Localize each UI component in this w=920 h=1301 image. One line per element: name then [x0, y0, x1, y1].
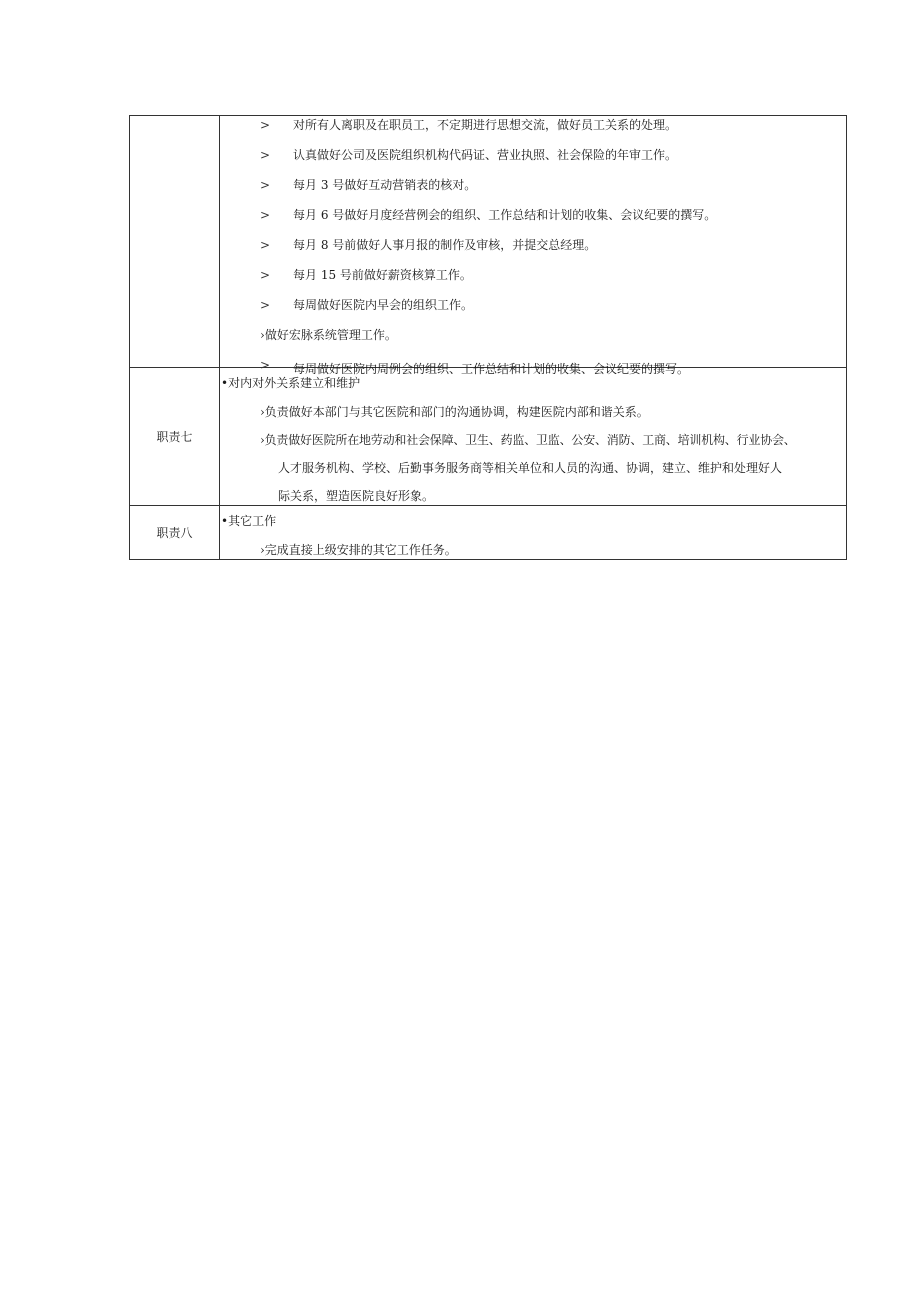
- row-label: [130, 116, 220, 368]
- duty-list: [220, 116, 846, 376]
- row-label: 职责七: [130, 368, 220, 506]
- arrow-icon: >: [260, 148, 271, 162]
- list-item-text: 每月 3 号做好互动营销表的核对。: [293, 178, 477, 192]
- list-item-continuation: 际关系，塑造医院良好形象。: [278, 489, 435, 503]
- row-content: [220, 506, 847, 560]
- duty-table: [129, 115, 847, 560]
- list-item: ›负责做好本部门与其它医院和部门的沟通协调，构建医院内部和谐关系。: [260, 405, 649, 419]
- row-content: [220, 368, 847, 506]
- list-item-text: 每月 6 号做好月度经营例会的组织、工作总结和计划的收集、会议纪要的撰写。: [293, 208, 717, 222]
- arrow-icon: >: [260, 118, 271, 132]
- arrow-icon: >: [260, 298, 271, 312]
- section-heading: •对内对外关系建立和维护: [221, 376, 361, 390]
- list-item: [220, 326, 846, 356]
- row-label: 职责八: [130, 506, 220, 560]
- arrow-icon: ›: [260, 328, 265, 342]
- list-item: [220, 206, 846, 236]
- duty-list: [220, 368, 846, 505]
- table-row: [130, 368, 847, 506]
- list-item-text: 做好宏脉系统管理工作。: [264, 328, 397, 342]
- list-item-text: 每周做好医院内早会的组织工作。: [293, 298, 474, 312]
- list-item-text: 每月 15 号前做好薪资核算工作。: [293, 268, 472, 282]
- arrow-icon: >: [260, 208, 271, 222]
- list-item-text: 认真做好公司及医院组织机构代码证、营业执照、社会保险的年审工作。: [293, 148, 678, 162]
- arrow-icon: >: [260, 358, 271, 372]
- list-item-text: 每月 8 号前做好人事月报的制作及审核，并提交总经理。: [293, 238, 597, 252]
- section-heading: •其它工作: [221, 514, 277, 528]
- list-item: [220, 266, 846, 296]
- arrow-icon: >: [260, 268, 271, 282]
- list-item-text: 对所有人离职及在职员工，不定期进行思想交流，做好员工关系的处理。: [293, 118, 678, 132]
- arrow-icon: >: [260, 178, 271, 192]
- table-row: [130, 506, 847, 560]
- duty-list: [220, 506, 846, 559]
- arrow-icon: >: [260, 238, 271, 252]
- list-item: [220, 116, 846, 146]
- list-item-text: 每周做好医院内周例会的组织、工作总结和计划的收集、会议纪要的撰写。: [293, 362, 690, 376]
- list-item-continuation: 人才服务机构、学校、后勤事务服务商等相关单位和人员的沟通、协调，建立、维护和处理好人: [278, 461, 783, 475]
- list-item: [220, 296, 846, 326]
- list-item: [220, 146, 846, 176]
- list-item: ›完成直接上级安排的其它工作任务。: [260, 543, 457, 557]
- list-item: [220, 236, 846, 266]
- list-item: [220, 176, 846, 206]
- list-item: ›负责做好医院所在地劳动和社会保障、卫生、药监、卫监、公安、消防、工商、培训机构、行业协会、: [260, 433, 796, 447]
- table-row: [130, 116, 847, 368]
- row-content: [220, 116, 847, 376]
